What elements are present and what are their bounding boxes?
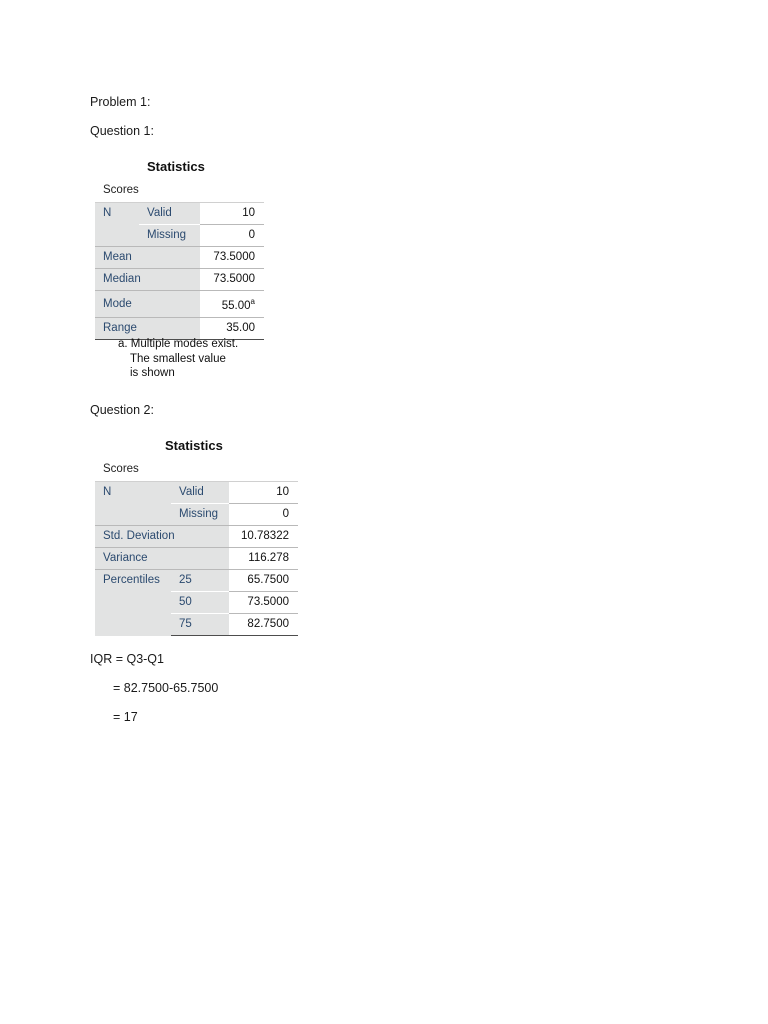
iqr-formula: IQR = Q3-Q1 — [90, 652, 164, 666]
t2-n-label: N — [95, 482, 171, 526]
problem-heading: Problem 1: — [90, 95, 151, 109]
mode-value: 55.00 — [221, 300, 251, 312]
median-value: 73.5000 — [200, 269, 264, 291]
footnote-line-1: a. Multiple modes exist. — [118, 338, 239, 350]
p25-value: 65.7500 — [229, 570, 298, 592]
iqr-result: = 17 — [113, 710, 138, 724]
t2-valid-label: Valid — [171, 482, 229, 504]
statistics-table-1 — [95, 202, 264, 340]
p75-value: 82.7500 — [229, 614, 298, 636]
p25-label: 25 — [171, 570, 229, 592]
mode-cell — [200, 291, 264, 318]
statistics-table-2 — [95, 481, 298, 636]
variance-value: 116.278 — [229, 548, 298, 570]
t2-missing-label: Missing — [171, 504, 229, 526]
t2-missing-value: 0 — [229, 504, 298, 526]
table1-title: Statistics — [147, 159, 205, 174]
p50-value: 73.5000 — [229, 592, 298, 614]
table2-title: Statistics — [165, 438, 223, 453]
mean-value: 73.5000 — [200, 247, 264, 269]
mode-label: Mode — [95, 291, 200, 318]
question-2-heading: Question 2: — [90, 403, 154, 417]
valid-value: 10 — [200, 203, 264, 225]
table1-variable: Scores — [103, 184, 139, 196]
footnote-line-3: is shown — [130, 367, 175, 379]
question-1-heading: Question 1: — [90, 124, 154, 138]
percentiles-label: Percentiles — [95, 570, 171, 636]
range-label: Range — [95, 318, 200, 340]
table2-variable: Scores — [103, 463, 139, 475]
n-label: N — [95, 203, 139, 247]
variance-label: Variance — [95, 548, 229, 570]
std-deviation-label: Std. Deviation — [95, 526, 229, 548]
p50-label: 50 — [171, 592, 229, 614]
missing-value: 0 — [200, 225, 264, 247]
table1-footnote — [118, 337, 238, 381]
range-value: 35.00 — [200, 318, 264, 340]
iqr-substitution: = 82.7500-65.7500 — [113, 681, 219, 695]
mean-label: Mean — [95, 247, 200, 269]
t2-valid-value: 10 — [229, 482, 298, 504]
p75-label: 75 — [171, 614, 229, 636]
footnote-line-2: The smallest value — [130, 352, 226, 365]
std-deviation-value: 10.78322 — [229, 526, 298, 548]
median-label: Median — [95, 269, 200, 291]
valid-label: Valid — [139, 203, 200, 225]
missing-label: Missing — [139, 225, 200, 247]
mode-footnote-marker: a — [250, 297, 255, 306]
